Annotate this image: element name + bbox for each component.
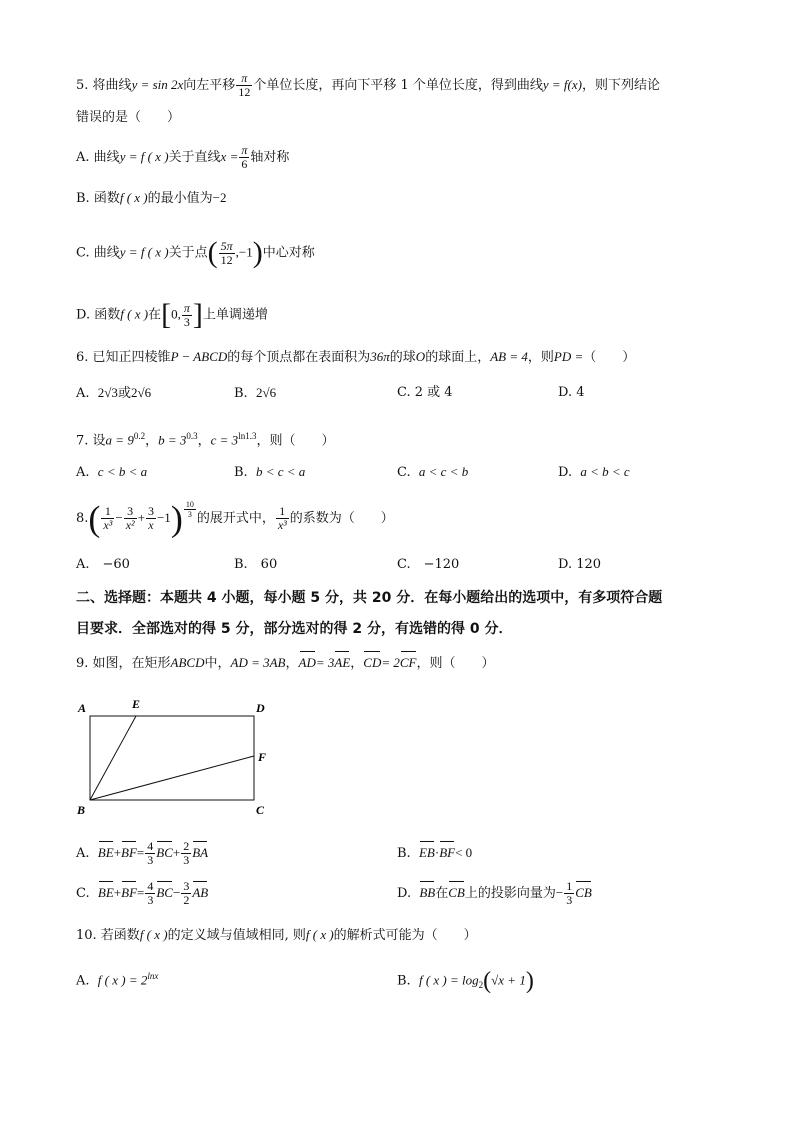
label-b: B [77,803,86,817]
q5-stem-line2: 错误的是（ ） [76,110,181,125]
q5-stem: 5. 将曲线y = sin 2x向左平移 $\frac{\pi}{12}$ 个单位长度，再向下平移 1 个单位长度，得到曲线y = f(x)，则下列结论 [76,71,660,99]
q9-stem: 9. 如图，在矩形ABCD中，AD = 3AB，AD= 3AE，CD= 2CF，则（ ） [76,655,495,671]
q10-stem: 10. 若函数f ( x )的定义域与值域相同, 则f ( x )的解析式可能为（ ） [76,927,477,943]
fraction: $\frac{\pi}{12}$ [238,71,251,99]
q5-option-b: B. 函数f ( x )的最小值为−2 [76,190,227,206]
q6-option-b: B. 2√6 [234,385,277,401]
label-d: D [256,701,265,715]
fraction: $\frac{\pi}{3}$ [183,300,190,329]
fraction: $\frac{3}{2}$ [183,879,190,907]
q7-option-d: D. a < b < c [558,464,630,480]
fraction: $\frac{1}{3}$ [566,879,573,907]
fraction: $\frac{1}{\text{x³}}$ [277,504,287,532]
q5-option-c: C. 曲线y = f ( x )关于点( $\frac{5\pi}{12}$ ,−1)中心对称 [76,236,315,269]
label-c: C [256,803,265,817]
q9-option-c: C. BE+BF= $\frac{4}{3}$ BC− $\frac{3}{2}$ AB [76,879,209,907]
q9-option-a: A. BE+BF= $\frac{4}{3}$ BC+ $\frac{2}{3}$ BA [76,839,209,867]
q7-stem: 7. 设$a = 9^{0.2}$，$b = 3^{0.3}$，$c = 3^{ln1.3}$，则（ ） [76,431,335,449]
q7-option-a: A. c < b < a [76,464,148,480]
segment-be [90,716,136,800]
q7-option-b: B. b < c < a [234,464,306,480]
fraction: $\frac{5\pi}{12}$ [220,238,233,267]
q9-option-d: D. BB在CB上的投影向量为− $\frac{1}{3}$ CB [397,879,592,907]
q8-option-c: C. −120 [397,557,460,572]
label-e: E [132,697,141,711]
fraction: $\frac{3}{x}$ [147,504,154,532]
fraction: $\frac{\pi}{6}$ [241,143,248,171]
q8-stem: 8.( $\frac{1}{\text{x³}}$ − $\frac{3}{\text{x²}}$ + $\frac{3}{x}$ −1) $\frac{10}{3}$ 的展开式中， $\frac{1}{\text{x³}}$ 的系数为（ ） [76,498,394,539]
segment-bf [90,756,254,800]
q8-option-d: D. 120 [558,557,602,572]
label-a: A [78,701,87,715]
fraction: $\frac{3}{\text{x²}}$ [125,504,135,532]
q6-option-a: A. 2√3或2√6 [76,385,152,401]
q6-option-c: C. 2 或 4 [397,385,453,400]
fraction: $\frac{4}{3}$ [147,879,154,907]
q8-option-a: A. −60 [76,557,130,572]
q8-option-b: B. 60 [234,557,278,572]
fraction: $\frac{4}{3}$ [147,839,154,867]
fraction: $\frac{2}{3}$ [183,839,190,867]
q10-option-a: A. f ( x ) = $2^{lnx}$ [76,971,159,989]
section-heading: 二、选择题：本题共 4 小题，每小题 5 分，共 20 分．在每小题给出的选项中，有多项符合题 [76,590,663,606]
rectangle-figure [70,696,280,818]
label-f: F [258,750,267,764]
q6-stem: 6. 已知正四棱锥P − ABCD的每个顶点都在表面积为36π的球O的球面上，AB = 4，则PD =（ ） [76,349,636,365]
rectangle-abcd [90,716,254,800]
q7-option-c: C. a < c < b [397,464,469,480]
fraction: $\frac{1}{\text{x³}}$ [103,504,113,532]
section-heading-line2: 目要求．全部选对的得 5 分，部分选对的得 2 分，有选错的得 0 分． [76,621,513,637]
q6-option-d: D. 4 [558,385,585,400]
q5-option-a: A. 曲线y = f ( x )关于直线x = $\frac{\pi}{6}$ 轴对称 [76,143,290,171]
q9-option-b: B. EB·BF< 0 [397,845,473,861]
exponent-fraction: $\frac{10}{3}$ [185,500,194,519]
q10-option-b: B. f ( x ) = $\log_2(√x + 1)$ [397,968,534,994]
q5-option-d: D. 函数f ( x )在[0, $\frac{\pi}{3}$ ]上单调递增 [76,298,268,331]
